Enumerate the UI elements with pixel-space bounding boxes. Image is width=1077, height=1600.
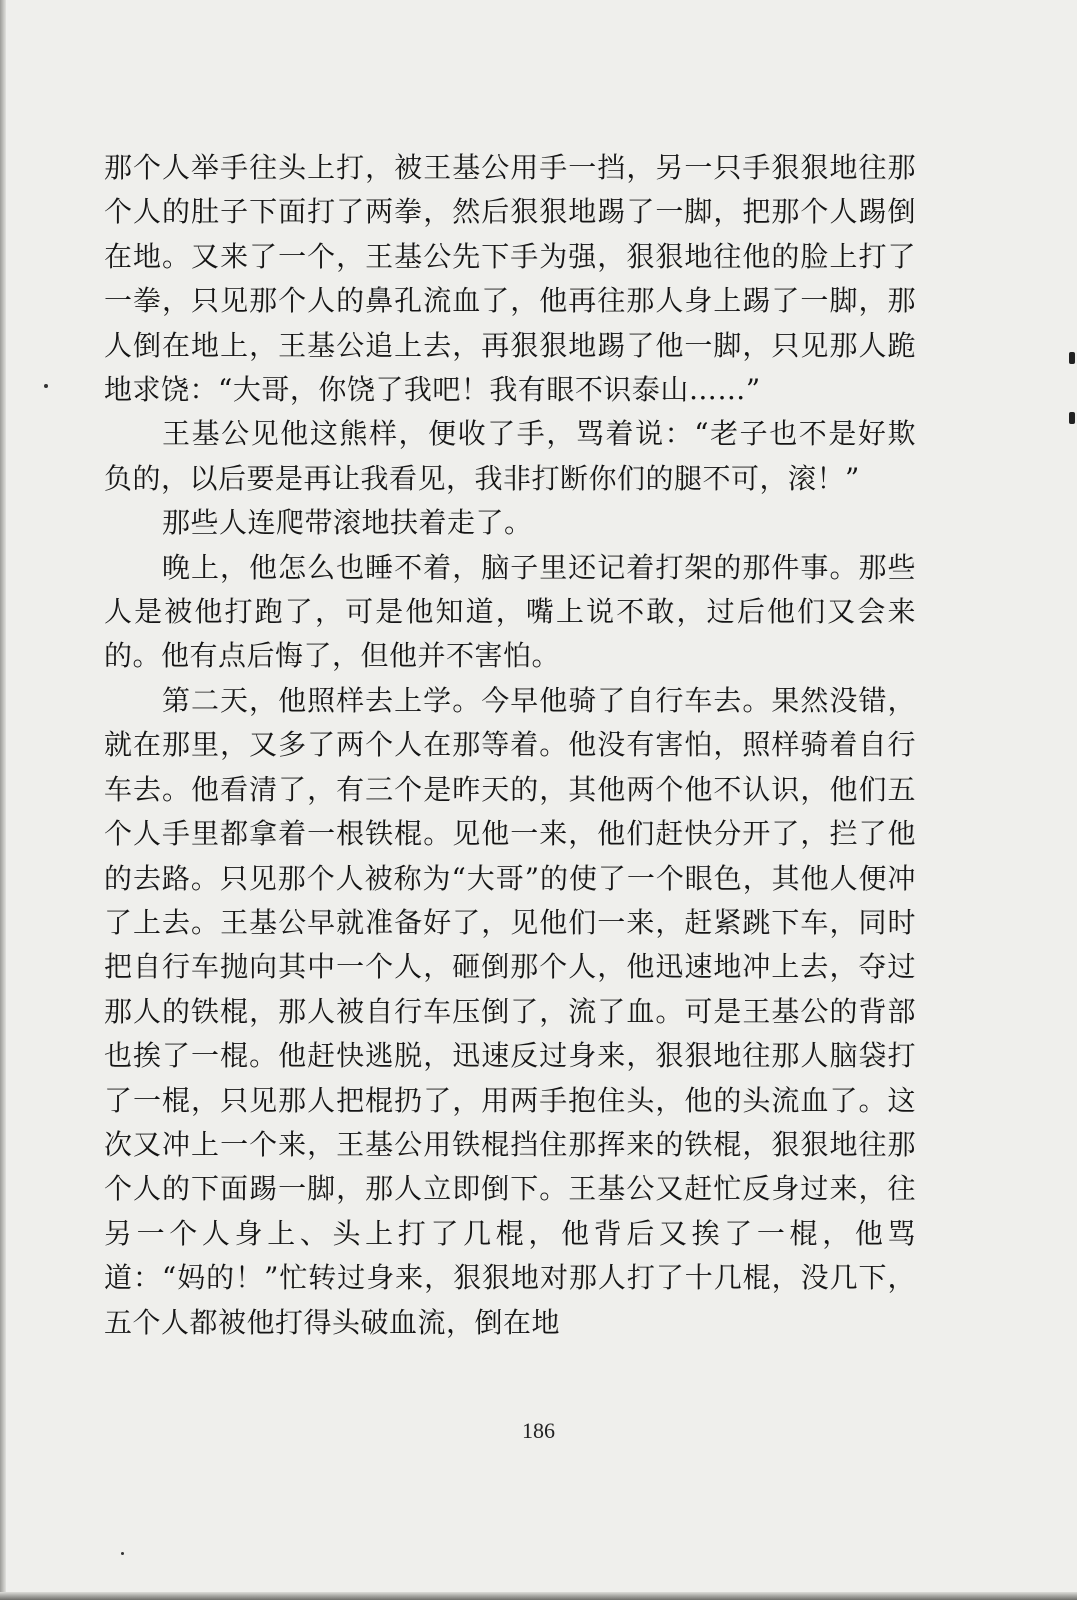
scan-speck bbox=[44, 384, 48, 388]
paragraph: 那个人举手往头上打，被王基公用手一挡，另一只手狠狠地往那个人的肚子下面打了两拳，然后狠狠地踢了一脚，把那个人踢倒在地。又来了一个，王基公先下手为强，狠狠地往他的脸上打了一拳，只见那个人的鼻孔流血了，他再往那人身上踢了一脚，那人倒在地上，王基公追上去，再狠狠地踢了他一脚，只见那人跪地求饶：“大哥，你饶了我吧！我有眼不识泰山……” bbox=[104, 151, 916, 407]
scan-speck bbox=[121, 1552, 124, 1555]
body-text bbox=[104, 146, 916, 1345]
page-number: 186 bbox=[522, 1418, 555, 1443]
scan-mark bbox=[1069, 352, 1075, 364]
paragraph: 晚上，他怎么也睡不着，脑子里还记着打架的那件事。那些人是被他打跑了，可是他知道，嘴上说不敢，过后他们又会来的。他有点后悔了，但他并不害怕。 bbox=[104, 550, 916, 673]
paragraph: 那些人连爬带滚地扶着走了。 bbox=[162, 506, 533, 540]
scan-mark bbox=[1069, 412, 1075, 424]
page-left-shadow bbox=[0, 0, 6, 1600]
paragraph: 第二天，他照样去上学。今早他骑了自行车去。果然没错，就在那里，又多了两个人在那等着。他没有害怕，照样骑着自行车去。他看清了，有三个是昨天的，其他两个他不认识，他们五个人手里都拿着一根铁棍。见他一来，他们赶快分开了，拦了他的去路。只见那个人被称为“大哥”的使了一个眼色，其他人便冲了上去。王基公早就准备好了，见他们一来，赶紧跳下车，同时把自行车抛向其中一个人，砸倒那个人，他迅速地冲上去，夺过那人的铁棍，那人被自行车压倒了，流了血。可是王基公的背部也挨了一棍。他赶快逃脱，迅速反过身来，狠狠地往那人脑袋打了一棍，只见那人把棍扔了，用两手抱住头，他的头流血了。这次又冲上一个来，王基公用铁棍挡住那挥来的铁棍，狠狠地往那个人的下面踢一脚，那人立即倒下。王基公又赶忙反身过来，往另一个人身上、头上打了几棍，他背后又挨了一棍，他骂道：“妈的！”忙转过身来，狠狠地对那人打了十几棍，没几下，五个人都被他打得头破血流，倒在地 bbox=[104, 683, 916, 1339]
page-bottom-shadow bbox=[0, 1592, 1077, 1600]
paragraph: 王基公见他这熊样，便收了手，骂着说：“老子也不是好欺负的，以后要是再让我看见，我非打断你们的腿不可，滚！” bbox=[104, 417, 916, 495]
